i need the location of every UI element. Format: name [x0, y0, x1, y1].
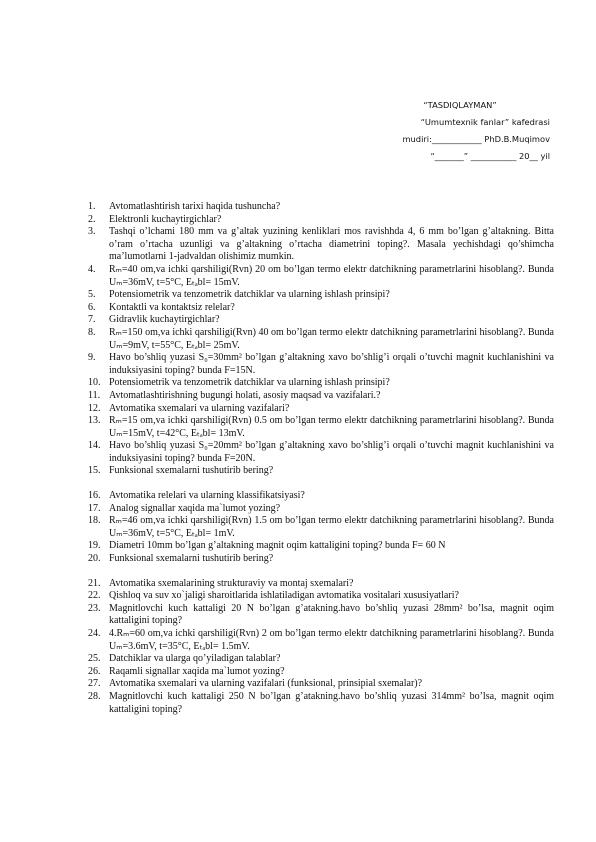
question-item: [88, 666, 554, 679]
question-number: 4.: [88, 263, 96, 275]
question-number: 28.: [88, 690, 101, 702]
question-item: [88, 415, 554, 440]
question-list: [88, 201, 554, 716]
group-separator: [88, 478, 554, 490]
question-item: [88, 390, 554, 403]
question-number: 2.: [88, 213, 96, 225]
question-text: Potensiometrik va tenzometrik datchiklar va ularning ishlash prinsipi?: [109, 377, 390, 389]
question-number: 25.: [88, 653, 101, 665]
question-text: Potensiometrik va tenzometrik datchiklar va ularning ishlash prinsipi?: [109, 289, 390, 301]
question-item: [88, 515, 554, 540]
question-text: Havo bo’shliq yuzasi S₀=30mm² bo’lgan g’altakning xavo bo’shlig’i orqali o’tuvchi magnit kuchlanishini va induksiyasini toping? bunda F=15N.: [109, 352, 554, 376]
question-text: Rₘ=150 om,va ichki qarshiligi(Rvn) 40 om bo’lgan termo elektr datchikning parametrlarini hisoblang?. Bunda Uₘ=9mV, t=55°C, Eₜₐbl= 25mV.: [109, 326, 554, 351]
question-number: 17.: [88, 502, 101, 514]
question-text: Elektronli kuchaytirgichlar?: [109, 213, 222, 225]
question-item: [88, 264, 554, 289]
question-text: Rₘ=40 om,va ichki qarshiligi(Rvn) 20 om bo’lgan termo elektr datchikning parametrlarini hisoblang?. Bunda Uₘ=36mV, t=5°C, Eₜₐbl= 15mV.: [109, 263, 554, 288]
question-text: Tashqi o’lchami 180 mm va g’altak yuzining kenliklari mos ravishhda 4, 6 mm bo’lgan g’altakning. Bitta o’ram o’rtacha uzunligi va g’altakning o’rtacha diametrini toping?. Masala yechishdagi qo’shimcha ma’lumotlarni 1-jadvaldan olishimiz mumkin.: [109, 226, 554, 263]
question-number: 12.: [88, 402, 101, 414]
question-number: 3.: [88, 226, 96, 238]
question-text: Funksional sxemalarni tushutirib bering?: [109, 465, 274, 477]
question-number: 11.: [88, 389, 101, 401]
question-text: Havo bo’shliq yuzasi S₀=20mm² bo’lgan g’altakning xavo bo’shlig’i orqali o’tuvchi magnit kuchlanishini va induksiyasini toping? bunda F=20N.: [109, 440, 554, 464]
question-number: 1.: [88, 201, 96, 212]
question-text: Datchiklar va ularga qo’yiladigan talablar?: [109, 653, 281, 665]
question-number: 15.: [88, 465, 101, 477]
question-text: Magnitlovchi kuch kattaligi 20 N bo’lgan g’atakning.havo bo’shliq yuzasi 28mm² bo’lsa, magnit oqim kattaligini toping?: [109, 602, 554, 627]
question-number: 21.: [88, 577, 101, 589]
question-number: 23.: [88, 602, 101, 614]
question-text: Funksional sxemalarni tushutirib bering?: [109, 553, 274, 565]
question-number: 10.: [88, 377, 101, 389]
question-number: 27.: [88, 678, 101, 690]
question-item: [88, 289, 554, 302]
question-number: 26.: [88, 665, 101, 677]
question-text: Avtomatika sxemalari va ularning vazifalari (funksional, prinsipial sxemalar)?: [109, 678, 423, 690]
approval-block: [330, 97, 550, 165]
question-text: Avtomatika sxemalari va ularning vazifalari?: [109, 402, 290, 414]
question-item: [88, 691, 554, 716]
question-text: Avtomatlashtirishning bugungi holati, asosiy maqsad va vazifalari.?: [109, 389, 381, 401]
question-text: 4.Rₘ=60 om,va ichki qarshiligi(Rvn) 2 om bo’lgan termo elektr datchikning parametrlarini hisoblang?. Bunda Uₘ=3.6mV, t=35°C, Eₜₐbl= 1.5mV.: [109, 628, 554, 652]
approval-title: “TASDIQLAYMAN”: [423, 100, 497, 110]
question-item: [88, 201, 554, 214]
question-item: [88, 678, 554, 691]
question-text: Qishloq va suv xo`jaligi sharoitlarida ishlatiladigan avtomatika vositalari xususiyatlari?: [109, 590, 459, 602]
question-text: Gidravlik kuchaytirgichlar?: [109, 314, 220, 326]
question-number: 18.: [88, 515, 101, 527]
question-number: 8.: [88, 326, 96, 338]
question-item: [88, 465, 554, 478]
question-text: Diametri 10mm bo’lgan g’altakning magnit oqim kattaligini toping? bunda F= 60 N: [109, 540, 446, 552]
question-text: Kontaktli va kontaktsiz relelar?: [109, 301, 235, 313]
question-item: [88, 653, 554, 666]
question-number: 7.: [88, 314, 96, 326]
question-number: 20.: [88, 553, 101, 565]
question-text: Raqamli signallar xaqida ma`lumot yozing?: [109, 665, 285, 677]
question-item: [88, 440, 554, 465]
group-separator: [88, 566, 554, 578]
question-item: [88, 553, 554, 566]
question-item: [88, 490, 554, 503]
question-text: Rₘ=46 om,va ichki qarshiligi(Rvn) 1.5 om bo’lgan termo elektr datchikning parametrlarini hisoblang?. Bunda Uₘ=36mV, t=5°C, Eₜₐbl= 1mV.: [109, 515, 554, 539]
question-item: [88, 352, 554, 377]
approval-head: mudiri:____________ PhD.B.Muqimov: [402, 134, 550, 144]
question-text: Magnitlovchi kuch kattaligi 250 N bo’lgan g’atakning.havo bo’shliq yuzasi 314mm² bo’lsa, magnit oqim kattaligini toping?: [109, 690, 554, 715]
question-number: 13.: [88, 415, 101, 427]
question-number: 9.: [88, 352, 96, 364]
question-item: [88, 302, 554, 315]
question-number: 24.: [88, 628, 101, 639]
question-item: [88, 578, 554, 591]
question-item: [88, 377, 554, 390]
question-text: Avtomatika sxemalarining strukturaviy va montaj sxemalari?: [109, 577, 354, 589]
question-number: 5.: [88, 289, 96, 301]
question-item: [88, 314, 554, 327]
question-item: [88, 603, 554, 628]
question-text: Rₘ=15 om,va ichki qarshiligi(Rvn) 0.5 om bo’lgan termo elektr datchikning parametrlarini hisoblang?. Bunda Uₘ=15mV, t=42°C, Eₜₐbl= 13mV.: [109, 415, 554, 439]
question-item: [88, 403, 554, 416]
question-item: [88, 590, 554, 603]
approval-date: “_______” ___________ 20__ yil: [430, 151, 550, 161]
question-number: 6.: [88, 301, 96, 313]
question-item: [88, 214, 554, 227]
question-text: Avtomatlashtirish tarixi haqida tushuncha?: [109, 201, 281, 212]
question-item: [88, 327, 554, 352]
question-item: [88, 628, 554, 653]
question-number: 22.: [88, 590, 101, 602]
question-item: [88, 226, 554, 264]
question-item: [88, 540, 554, 553]
question-item: [88, 503, 554, 516]
question-number: 14.: [88, 440, 101, 452]
question-number: 16.: [88, 490, 101, 502]
approval-department: “Umumtexnik fanlar” kafedrasi: [420, 117, 550, 127]
question-number: 19.: [88, 540, 101, 552]
question-text: Analog signallar xaqida ma`lumot yozing?: [109, 502, 281, 514]
question-text: Avtomatika relelari va ularning klassifikatsiyasi?: [109, 490, 305, 502]
